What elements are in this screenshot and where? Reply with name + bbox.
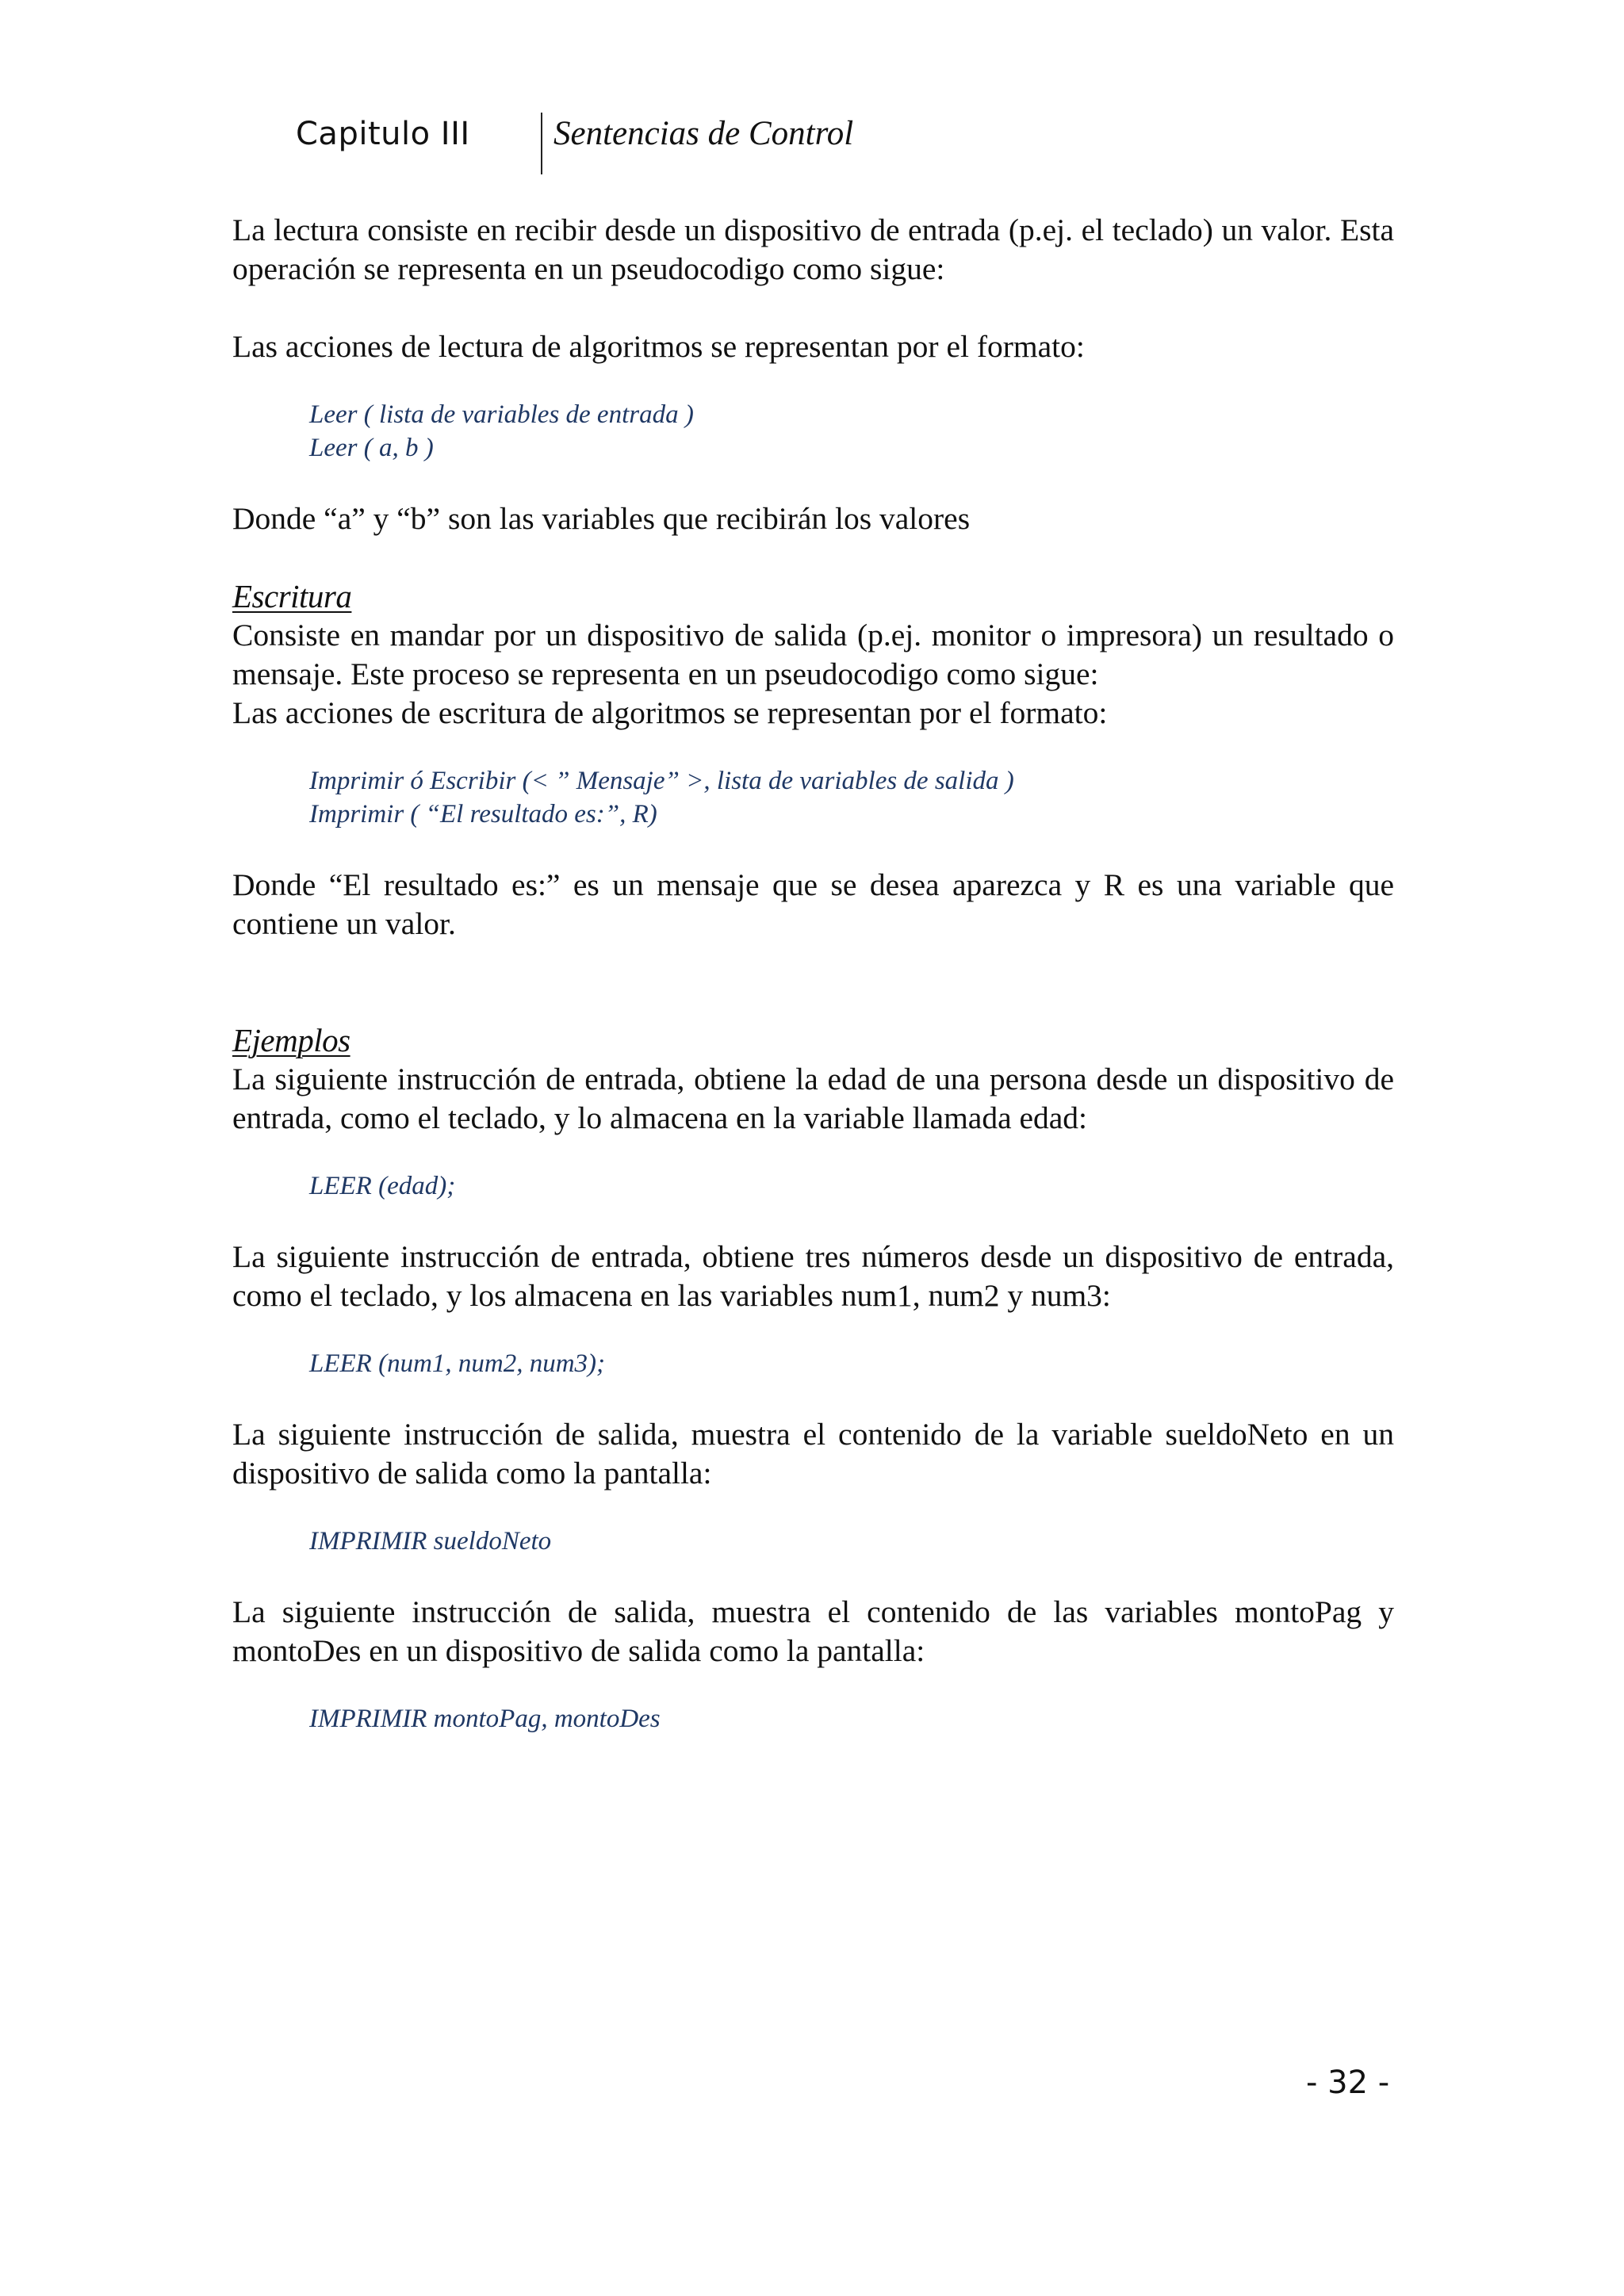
example-3-code: IMPRIMIR sueldoNeto xyxy=(309,1527,552,1556)
read-explanation: Donde “a” y “b” son las variables que recibirán los valores xyxy=(232,501,971,536)
page-content xyxy=(232,211,1394,1735)
read-code-line-1: Leer ( lista de variables de entrada ) xyxy=(309,400,694,429)
example-4-code: IMPRIMIR montoPag, montoDes xyxy=(309,1705,661,1733)
page-number: - 32 - xyxy=(1306,2064,1390,2101)
examples-heading: Ejemplos xyxy=(232,1022,350,1058)
read-format-intro: Las acciones de lectura de algoritmos se representan por el formato: xyxy=(232,329,1085,364)
example-4-text: La siguiente instrucción de salida, muestra el contenido de las variables montoPag y montoDes en un dispositivo de salida como la pantalla: xyxy=(232,1594,1394,1668)
example-3-text: La siguiente instrucción de salida, muestra el contenido de la variable sueldoNeto en un dispositivo de salida como la pantalla: xyxy=(232,1417,1394,1490)
header-divider xyxy=(541,113,542,174)
example-2-text: La siguiente instrucción de entrada, obtiene tres números desde un dispositivo de entrada, como el teclado, y los almacena en las variables num1, num2 y num3: xyxy=(232,1239,1394,1313)
page-header xyxy=(296,113,1406,176)
example-2-code: LEER (num1, num2, num3); xyxy=(309,1349,606,1378)
write-format-intro: Las acciones de escritura de algoritmos se representan por el formato: xyxy=(232,695,1108,730)
write-heading: Escritura xyxy=(232,578,352,614)
example-1-code: LEER (edad); xyxy=(309,1172,456,1200)
chapter-label: Capitulo III xyxy=(296,116,470,152)
intro-paragraph: La lectura consiste en recibir desde un dispositivo de entrada (p.ej. el teclado) un valor. Esta operación se representa en un pseudocodigo como sigue: xyxy=(232,212,1394,286)
section-title: Sentencias de Control xyxy=(553,115,854,152)
read-code-line-2: Leer ( a, b ) xyxy=(309,434,434,462)
write-code-line-1: Imprimir ó Escribir (< ” Mensaje” >, lista de variables de salida ) xyxy=(309,767,1014,795)
example-1-text: La siguiente instrucción de entrada, obtiene la edad de una persona desde un dispositivo de entrada, como el teclado, y lo almacena en la variable llamada edad: xyxy=(232,1062,1394,1135)
write-explanation: Donde “El resultado es:” es un mensaje que se desea aparezca y R es una variable que contiene un valor. xyxy=(232,867,1394,941)
write-description: Consiste en mandar por un dispositivo de salida (p.ej. monitor o impresora) un resultado o mensaje. Este proceso se representa en un pseudocodigo como sigue: xyxy=(232,618,1394,691)
write-code-line-2: Imprimir ( “El resultado es:”, R) xyxy=(309,800,657,828)
